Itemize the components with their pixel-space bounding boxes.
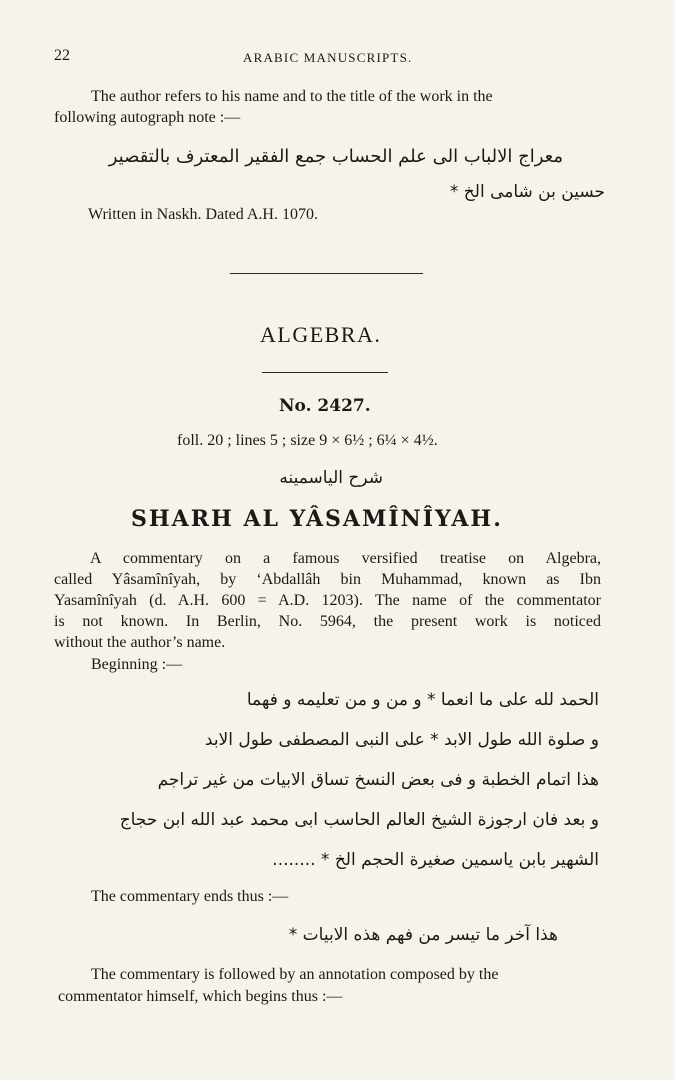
beginning-label: Beginning :— (91, 656, 183, 673)
page-number: 22 (54, 47, 70, 64)
ends-arabic: هذا آخر ما تيسر من فهم هذه الابيات * (288, 925, 558, 945)
entry-arabic-title: شرح الياسمينه (279, 468, 383, 488)
running-title: ARABIC MANUSCRIPTS. (243, 50, 413, 65)
beginning-arabic-line: هذا اتمام الخطبة و فى بعض النسخ تساق الابيات من غير تراجم (157, 770, 599, 790)
paragraph-line: A commentary on a famous versified treatise on Algebra, (90, 550, 601, 567)
autograph-arabic-line-1: معراج الالباب الى علم الحساب جمع الفقير المعترف بالتقصير (108, 146, 563, 167)
autograph-arabic-line-2: حسين بن شامى الخ * (449, 182, 605, 202)
section-heading: ALGEBRA. (260, 322, 382, 347)
intro-line-1: The author refers to his name and to the title of the work in the (91, 88, 493, 105)
paragraph-line: is not known. In Berlin, No. 5964, the present work is noticed (54, 613, 601, 630)
entry-details: foll. 20 ; lines 5 ; size 9 × 6½ ; 6¼ × 4½. (177, 432, 438, 449)
ends-label: The commentary ends thus :— (91, 888, 289, 905)
paragraph-line: without the author’s name. (54, 634, 226, 651)
entry-paragraph (54, 548, 601, 653)
heading-underline (262, 372, 388, 373)
paragraph-line: Yasamînîyah (d. A.H. 600 = A.D. 1203). The name of the commentator (54, 592, 601, 609)
followed-line-2: commentator himself, which begins thus :— (58, 988, 343, 1005)
section-divider (230, 273, 423, 274)
paragraph-line: called Yâsamînîyah, by ‘Abdallâh bin Muhammad, known as Ibn (54, 571, 601, 588)
followed-line-1: The commentary is followed by an annotation composed by the (91, 966, 499, 983)
entry-title: SHARH AL YÂSAMÎNÎYAH. (131, 506, 503, 532)
beginning-arabic-line: و بعد فان ارجوزة الشيخ العالم الحاسب ابى محمد عبد الله ابن حجاج (119, 810, 599, 830)
written-line: Written in Naskh. Dated A.H. 1070. (88, 206, 318, 223)
beginning-arabic-line: الحمد لله على ما انعما * و من و من تعليمه و فهما (246, 690, 599, 710)
beginning-arabic-line: الشهير بابن ياسمين صغيرة الحجم الخ * ........ (272, 850, 599, 870)
intro-line-2: following autograph note :— (54, 109, 241, 126)
beginning-arabic-line: و صلوة الله طول الابد * على النبى المصطفى طول الابد (204, 730, 599, 750)
entry-number: No. 2427. (279, 396, 371, 416)
